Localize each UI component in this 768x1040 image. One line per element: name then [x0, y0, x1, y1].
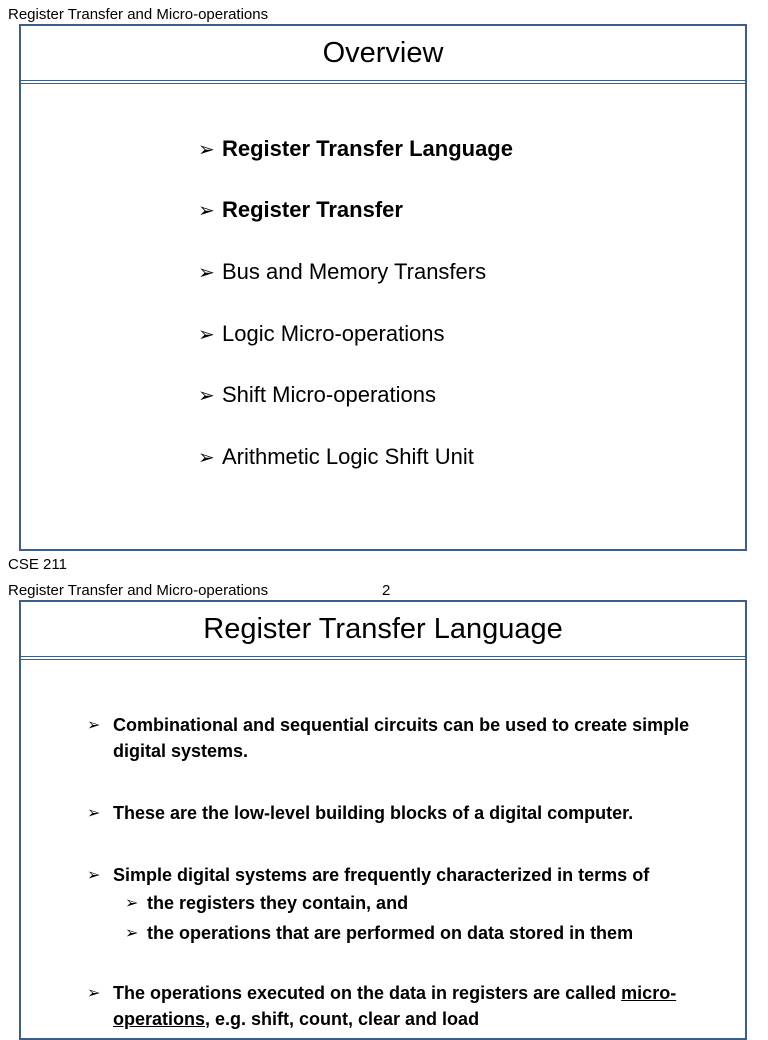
list-item-label: Logic Micro-operations	[222, 320, 445, 346]
list-item-label: Combinational and sequential circuits can be used to create simple digital systems.	[113, 715, 690, 761]
page-header: Register Transfer and Micro-operations	[8, 6, 269, 23]
list-item	[87, 980, 717, 1032]
arrow-bullet-icon: ➢	[87, 865, 101, 884]
overview-list	[198, 118, 513, 488]
sub-list-item	[125, 918, 717, 948]
list-item	[198, 118, 513, 180]
slide-overview	[19, 24, 747, 551]
list-item	[198, 364, 513, 426]
sub-list-item-label: the registers they contain, and	[147, 893, 409, 913]
arrow-bullet-icon: ➢	[198, 198, 215, 223]
arrow-bullet-icon: ➢	[198, 136, 215, 161]
list-item-label: Arithmetic Logic Shift Unit	[222, 443, 474, 469]
list-item-label: Shift Micro-operations	[222, 382, 436, 408]
list-item	[198, 241, 513, 303]
list-item-label: These are the low-level building blocks of a digital computer.	[113, 803, 634, 823]
micro-operations-term: micro-operations	[113, 983, 677, 1029]
list-item-label: Register Transfer Language	[222, 135, 513, 161]
list-item-label: Bus and Memory Transfers	[222, 258, 487, 284]
arrow-bullet-icon: ➢	[198, 321, 215, 346]
arrow-bullet-icon: ➢	[87, 715, 101, 734]
list-item	[198, 303, 513, 365]
arrow-bullet-icon: ➢	[198, 259, 215, 284]
sub-list	[87, 888, 717, 948]
list-item-label: Register Transfer	[222, 197, 403, 223]
list-item-label: Simple digital systems are frequently characterized in terms of	[113, 865, 650, 885]
list-item	[198, 180, 513, 242]
slide-title: Register Transfer Language	[21, 602, 745, 660]
arrow-bullet-icon: ➢	[198, 383, 215, 408]
list-item	[198, 426, 513, 488]
list-item	[87, 800, 717, 826]
list-item-label	[113, 980, 717, 1032]
list-item-text: The operations executed on the data in registers are called	[113, 983, 622, 1003]
slide-title: Overview	[21, 26, 745, 84]
arrow-bullet-icon: ➢	[87, 803, 101, 822]
page-footer: CSE 211	[8, 556, 67, 573]
arrow-bullet-icon: ➢	[125, 923, 139, 942]
page-number: 2	[382, 582, 391, 599]
slide-body	[87, 712, 717, 1032]
arrow-bullet-icon: ➢	[125, 893, 139, 912]
sub-list-item	[125, 888, 717, 918]
sub-list-item-label: the operations that are performed on data stored in them	[147, 923, 634, 943]
page-header: Register Transfer and Micro-operations	[8, 582, 269, 599]
arrow-bullet-icon: ➢	[198, 444, 215, 469]
list-item	[87, 712, 717, 764]
arrow-bullet-icon: ➢	[87, 983, 101, 1002]
list-item-text-rest: , e.g. shift, count, clear and load	[205, 1009, 480, 1029]
slide-register-transfer-language	[19, 600, 747, 1040]
list-item	[87, 862, 717, 888]
